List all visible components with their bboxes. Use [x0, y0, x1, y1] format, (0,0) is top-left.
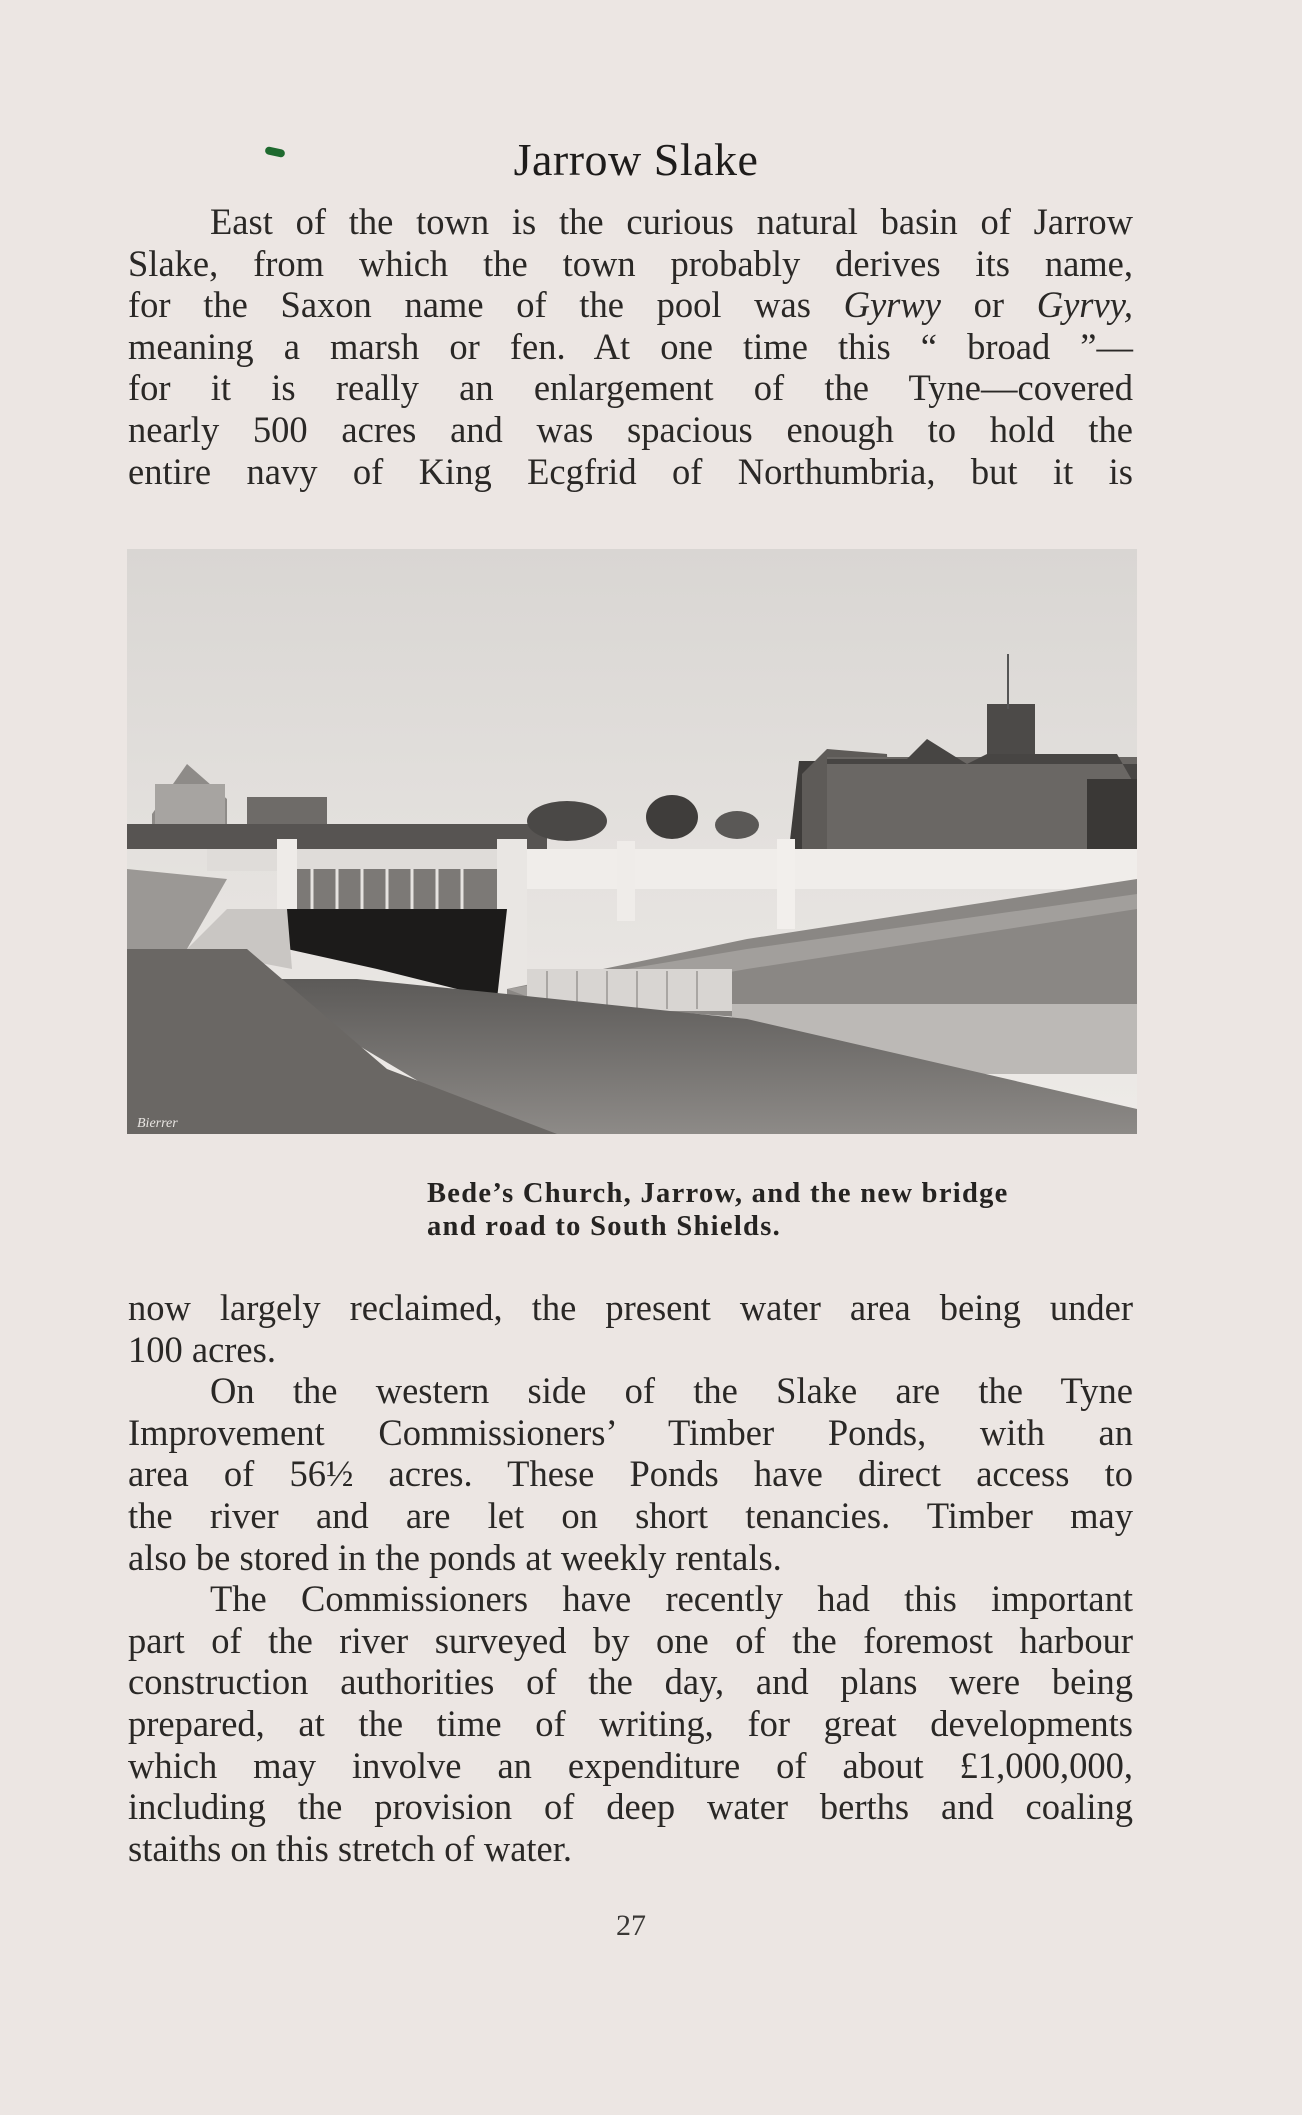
text-line: nearly 500 acres and was spacious enough to hold the	[128, 408, 1133, 450]
text-line: for the Saxon name of the pool was Gyrwy or Gyrvy,	[128, 284, 1134, 326]
photograph	[127, 549, 1137, 1134]
text-line: meaning a marsh or fen. At one time this “ broad ”—	[128, 325, 1133, 367]
text-line: East of the town is the curious natural basin of Jarrow	[210, 201, 1133, 242]
page-title: Jarrow Slake	[513, 134, 759, 185]
text-line: the river and are let on short tenancies. Timber may	[128, 1494, 1133, 1536]
text-line: which may involve an expenditure of about £1,000,000,	[128, 1744, 1133, 1786]
text-line: area of 56½ acres. These Ponds have direct access to	[128, 1453, 1133, 1495]
text-line: for it is really an enlargement of the Tyne—covered	[128, 367, 1133, 409]
caption-line: Bede’s Church, Jarrow, and the new bridge	[427, 1178, 1009, 1209]
paragraph-1	[128, 201, 1133, 492]
text-line: part of the river surveyed by one of the foremost harbour	[128, 1619, 1133, 1661]
text-line: including the provision of deep water berths and coaling	[128, 1786, 1133, 1828]
text-line: 100 acres.	[128, 1328, 276, 1370]
text-line: The Commissioners have recently had this important	[210, 1578, 1133, 1620]
text-line: prepared, at the time of writing, for great developments	[128, 1702, 1133, 1744]
text-line: also be stored in the ponds at weekly rentals.	[128, 1536, 782, 1578]
page-number: 27	[616, 1909, 646, 1942]
text-line: On the western side of the Slake are the Tyne	[210, 1370, 1133, 1412]
body-text-continued	[128, 1287, 1133, 1869]
photo-caption	[427, 1177, 1147, 1243]
text-line: construction authorities of the day, and plans were being	[128, 1661, 1133, 1703]
caption-line: and road to South Shields.	[427, 1211, 782, 1242]
text-line: staiths on this stretch of water.	[128, 1827, 573, 1869]
photo-signature: Bierrer	[137, 1116, 178, 1131]
text-line: Improvement Commissioners’ Timber Ponds, with an	[128, 1411, 1133, 1453]
text-line: Slake, from which the town probably derives its name,	[128, 242, 1133, 284]
text-line: entire navy of King Ecgfrid of Northumbria, but it is	[128, 450, 1133, 492]
text-line: now largely reclaimed, the present water area being under	[128, 1287, 1133, 1328]
photograph-bridge-church-icon	[127, 549, 1137, 1134]
